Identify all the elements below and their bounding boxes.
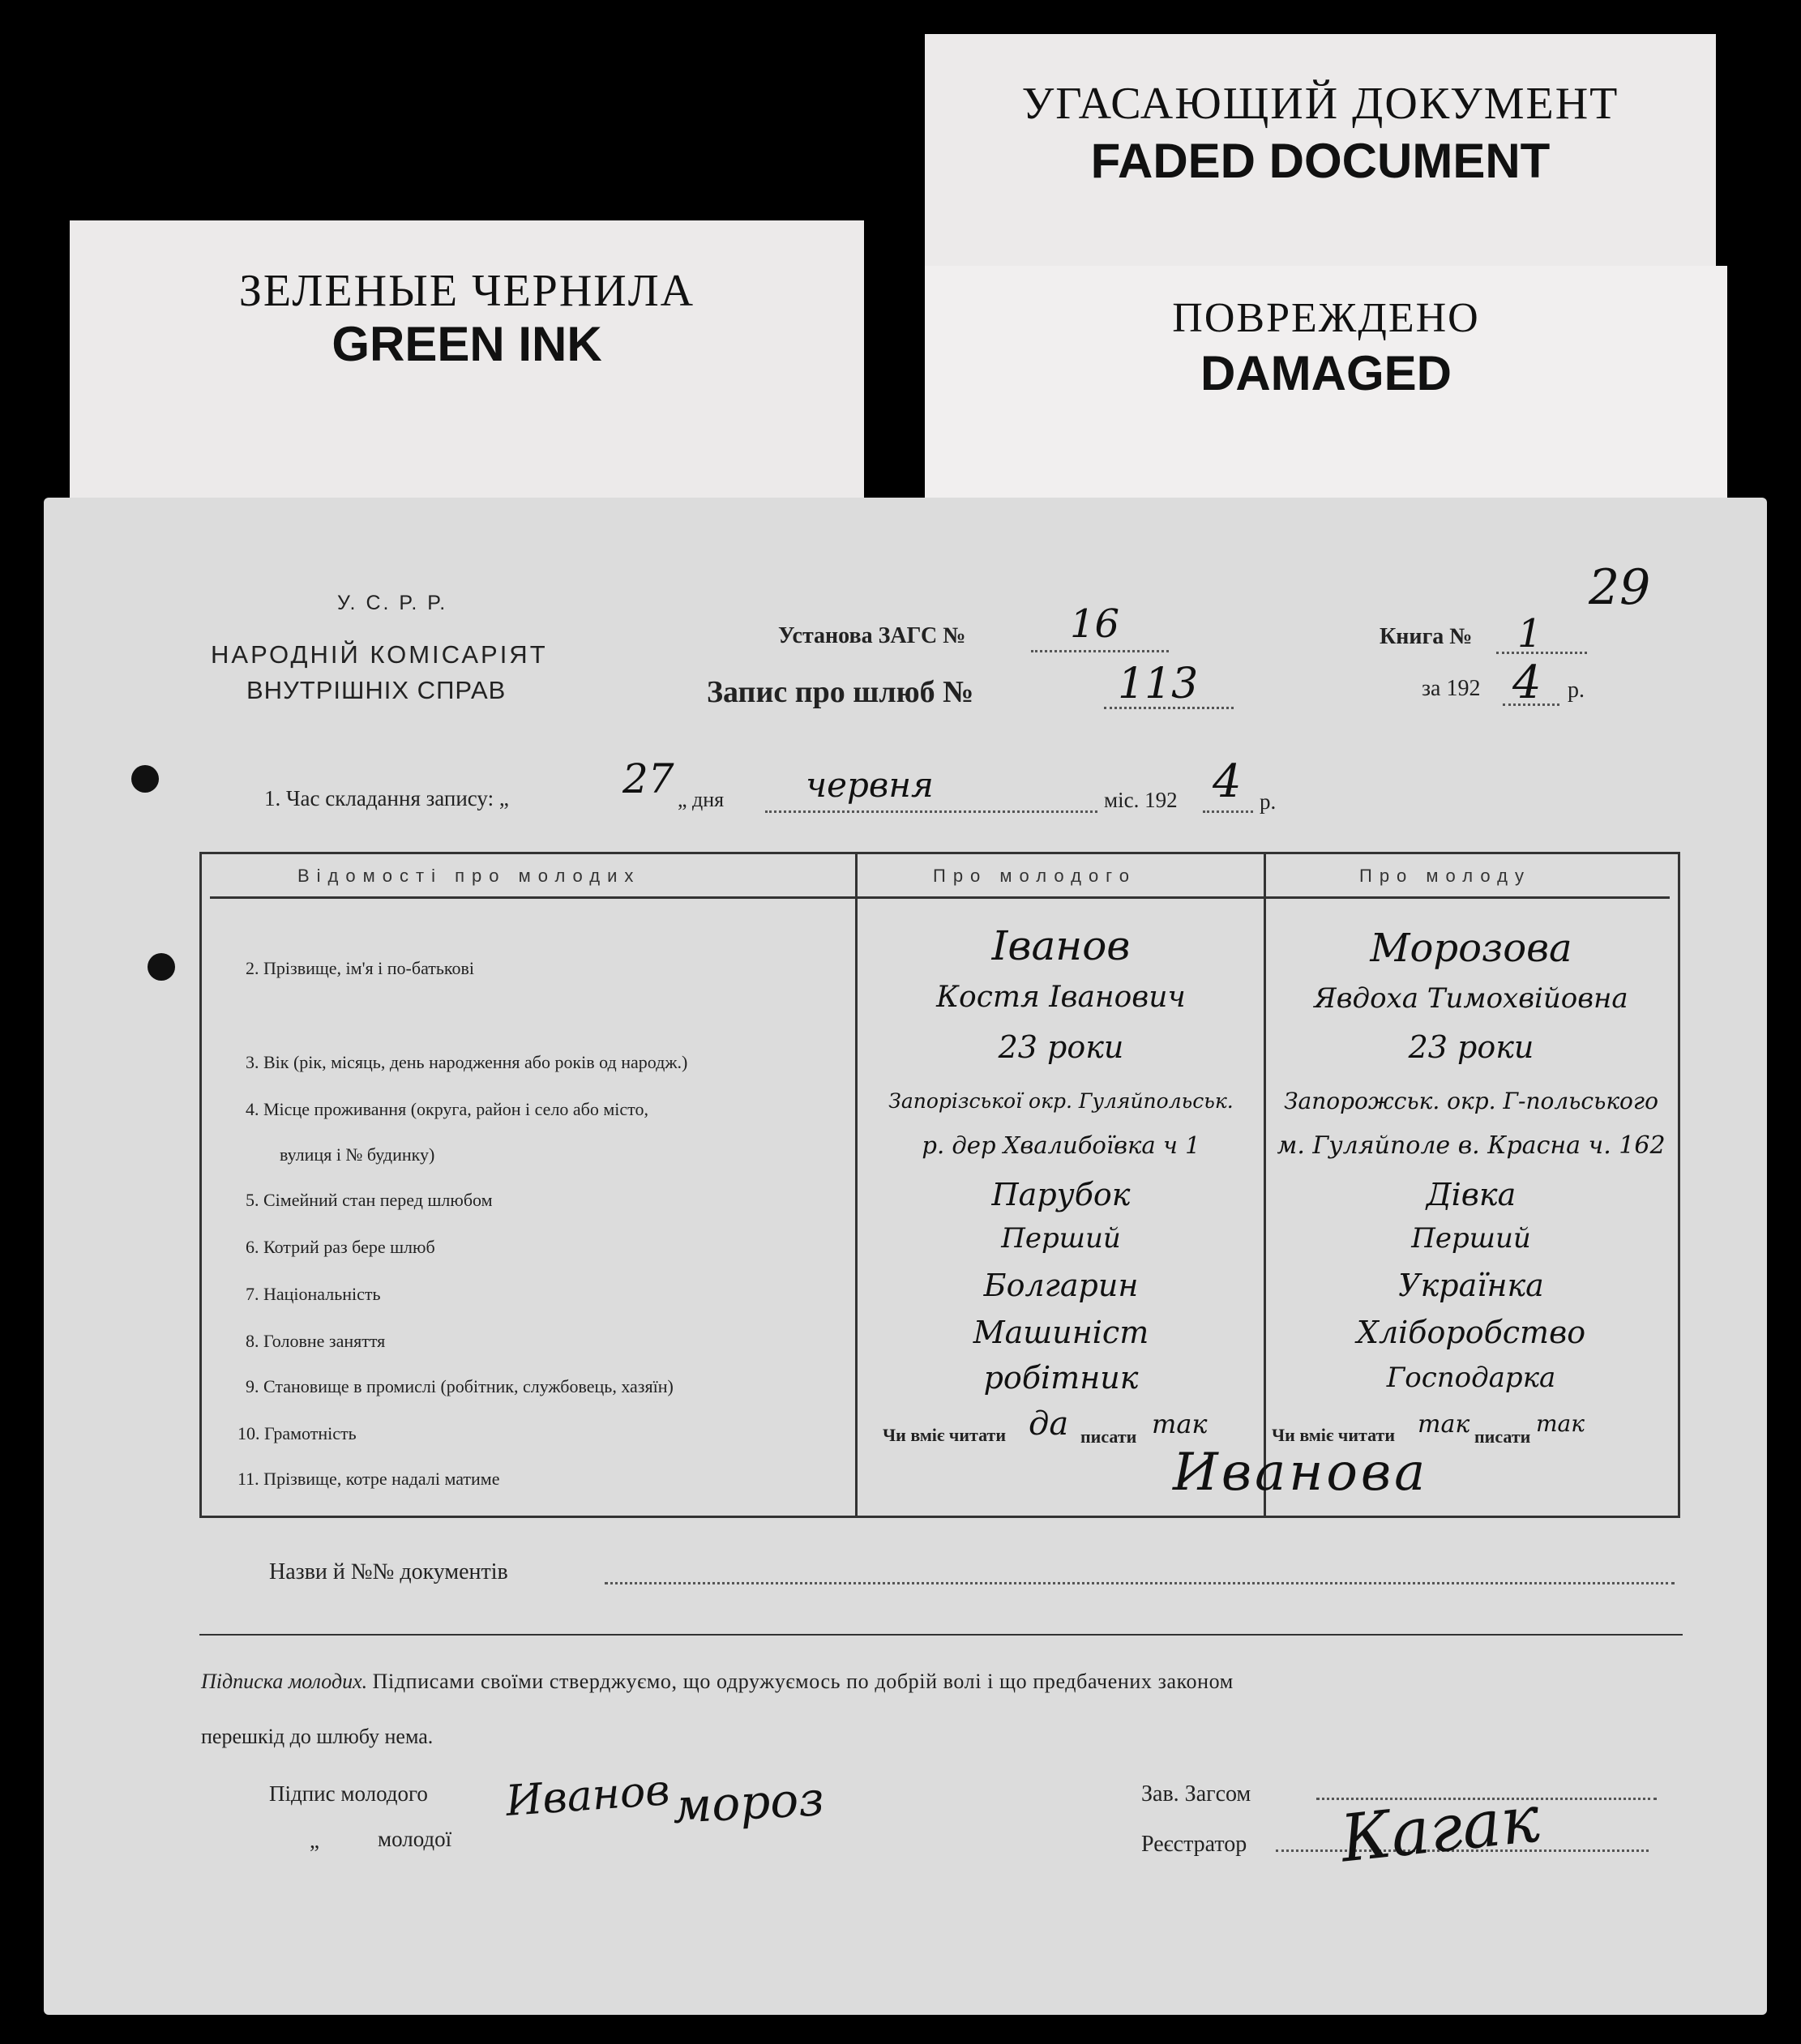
column-header-details: Відомості про молодих bbox=[297, 866, 641, 886]
damaged-ru: ПОВРЕЖДЕНО bbox=[1172, 295, 1480, 341]
groom-read-value: да bbox=[1029, 1405, 1069, 1443]
groom-read-label: Чи вміє читати bbox=[883, 1425, 1007, 1445]
separator-line bbox=[199, 1634, 1683, 1636]
bride-occupation: Хліборобство bbox=[1356, 1315, 1586, 1350]
row-label-future-surname: 11. Прізвище, котре надалі матиме bbox=[237, 1469, 500, 1489]
head-label: Зав. Загсом bbox=[1141, 1781, 1251, 1807]
date-label: 1. Час складання запису: „ bbox=[264, 786, 509, 810]
registrar-signature: Кагак bbox=[1337, 1781, 1543, 1877]
bride-signature: мороз bbox=[671, 1771, 826, 1834]
groom-given-names: Костя Іванович bbox=[936, 981, 1186, 1014]
groom-age: 23 роки bbox=[998, 1029, 1124, 1065]
bride-marriage-count: Перший bbox=[1411, 1222, 1531, 1255]
groom-social-status: робітник bbox=[983, 1360, 1139, 1396]
bride-social-status: Господарка bbox=[1386, 1362, 1556, 1394]
date-month: червня bbox=[806, 765, 934, 805]
bride-signature-prefix: „ bbox=[310, 1828, 319, 1853]
groom-marriage-count: Перший bbox=[1001, 1222, 1121, 1255]
marriage-record-form bbox=[44, 498, 1767, 2015]
green-ink-card bbox=[70, 220, 864, 502]
book-label: Книга № bbox=[1380, 624, 1473, 649]
groom-write-value: так bbox=[1152, 1409, 1208, 1439]
zags-number: 16 bbox=[1070, 601, 1120, 647]
bride-read-value: так bbox=[1418, 1410, 1470, 1439]
oath-text1: Підписами своїми стверджуємо, що одружуємось по добрій волі і що предбачених законом bbox=[372, 1670, 1234, 1693]
groom-nationality: Болгарин bbox=[983, 1268, 1139, 1303]
bride-nationality: Українка bbox=[1398, 1268, 1544, 1303]
groom-write-label: писати bbox=[1080, 1426, 1137, 1447]
row-label-marital-status: 5. Сімейний стан перед шлюбом bbox=[246, 1190, 493, 1210]
damaged-en: DAMAGED bbox=[1200, 346, 1452, 400]
bride-age: 23 роки bbox=[1408, 1029, 1534, 1065]
groom-occupation: Машиніст bbox=[973, 1315, 1149, 1350]
row-label-residence: 4. Місце проживання (округа, район і село або місто, bbox=[246, 1099, 648, 1119]
oath-text2: перешкід до шлюбу нема. bbox=[201, 1725, 434, 1748]
row-label-nationality: 7. Національність bbox=[246, 1284, 381, 1304]
fill-line bbox=[1203, 810, 1253, 813]
groom-signature-label: Підпис молодого bbox=[269, 1781, 428, 1806]
bride-signature-label: молодої bbox=[378, 1827, 452, 1851]
row-label-age: 3. Вік (рік, місяць, день народження або років од народж.) bbox=[246, 1052, 688, 1072]
book-number: 1 bbox=[1517, 611, 1542, 656]
green-ink-en: GREEN INK bbox=[332, 317, 602, 371]
faded-ru: УГАСАЮЩИЙ ДОКУМЕНТ bbox=[1021, 79, 1619, 129]
date-suffix: р. bbox=[1260, 789, 1277, 814]
column-divider bbox=[855, 854, 858, 1516]
groom-marital-status: Парубок bbox=[991, 1177, 1131, 1212]
zags-label: Установа ЗАГС № bbox=[778, 623, 966, 648]
documents-label: Назви й №№ документів bbox=[269, 1559, 508, 1584]
bride-residence: Запорожськ. окр. Г-польського bbox=[1284, 1088, 1658, 1114]
bride-surname: Морозова bbox=[1370, 926, 1572, 971]
bride-marital-status: Дівка bbox=[1426, 1177, 1517, 1212]
punch-hole bbox=[131, 765, 159, 793]
day-label: „ дня bbox=[678, 788, 725, 811]
groom-signature: Иванов bbox=[504, 1766, 672, 1826]
bride-address: м. Гуляйполе в. Красна ч. 162 bbox=[1277, 1131, 1666, 1160]
punch-hole bbox=[148, 953, 175, 981]
republic-abbr: У. С. Р. Р. bbox=[337, 592, 448, 614]
year-suffix: р. bbox=[1568, 678, 1585, 703]
bride-write-label: писати bbox=[1474, 1426, 1531, 1447]
green-ink-ru: ЗЕЛЕНЫЕ ЧЕРНИЛА bbox=[238, 266, 695, 316]
record-title: Запис про шлюб № bbox=[707, 675, 974, 709]
groom-address: р. дер Хвалибоївка ч 1 bbox=[922, 1131, 1200, 1159]
row-label-name: 2. Прізвище, ім'я і по-батькові bbox=[246, 958, 474, 978]
fill-line bbox=[1031, 650, 1169, 652]
row-label-literacy: 10. Грамотність bbox=[237, 1423, 357, 1443]
registrar-label: Реєстратор bbox=[1141, 1832, 1247, 1857]
date-year-digit: 4 bbox=[1213, 755, 1242, 808]
bride-write-value: так bbox=[1536, 1410, 1585, 1437]
row-label-address: вулиця і № будинку) bbox=[280, 1144, 435, 1165]
groom-surname: Іванов bbox=[991, 922, 1131, 969]
groom-residence: Запорізської окр. Гуляйпольськ. bbox=[888, 1089, 1234, 1113]
damaged-card bbox=[925, 266, 1727, 502]
book-extra-number: 29 bbox=[1589, 559, 1651, 616]
date-day: 27 bbox=[622, 755, 674, 802]
commissariat-line1: НАРОДНІЙ КОМІСАРІЯТ bbox=[211, 640, 548, 669]
column-header-groom: Про молодого bbox=[933, 866, 1136, 886]
column-header-bride: Про молоду bbox=[1359, 866, 1531, 886]
row-label-occupation: 8. Головне заняття bbox=[246, 1331, 386, 1351]
fill-line bbox=[605, 1582, 1675, 1584]
bride-given-names: Явдоха Тимохвійовна bbox=[1314, 982, 1628, 1015]
row-label-social-status: 9. Становище в промислі (робітник, службовець, хазяїн) bbox=[246, 1376, 674, 1396]
oath-title: Підписка молодих. bbox=[201, 1670, 368, 1693]
future-surname: Иванова bbox=[1173, 1443, 1429, 1503]
column-divider bbox=[1264, 854, 1266, 1516]
marriage-details-table bbox=[199, 852, 1680, 1518]
header-divider bbox=[210, 896, 1670, 899]
commissariat-line2: ВНУТРІШНІХ СПРАВ bbox=[246, 676, 507, 704]
row-label-marriage-count: 6. Котрий раз бере шлюб bbox=[246, 1237, 435, 1257]
month-label: міс. 192 bbox=[1104, 788, 1178, 812]
year-label: за 192 bbox=[1422, 676, 1481, 701]
year-digit: 4 bbox=[1512, 656, 1542, 709]
oath-line1 bbox=[201, 1670, 1234, 1694]
bride-read-label: Чи вміє читати bbox=[1272, 1425, 1396, 1445]
fill-line bbox=[765, 810, 1097, 813]
record-number: 113 bbox=[1118, 660, 1199, 708]
faded-en: FADED DOCUMENT bbox=[1090, 134, 1551, 188]
faded-document-card bbox=[925, 34, 1716, 277]
